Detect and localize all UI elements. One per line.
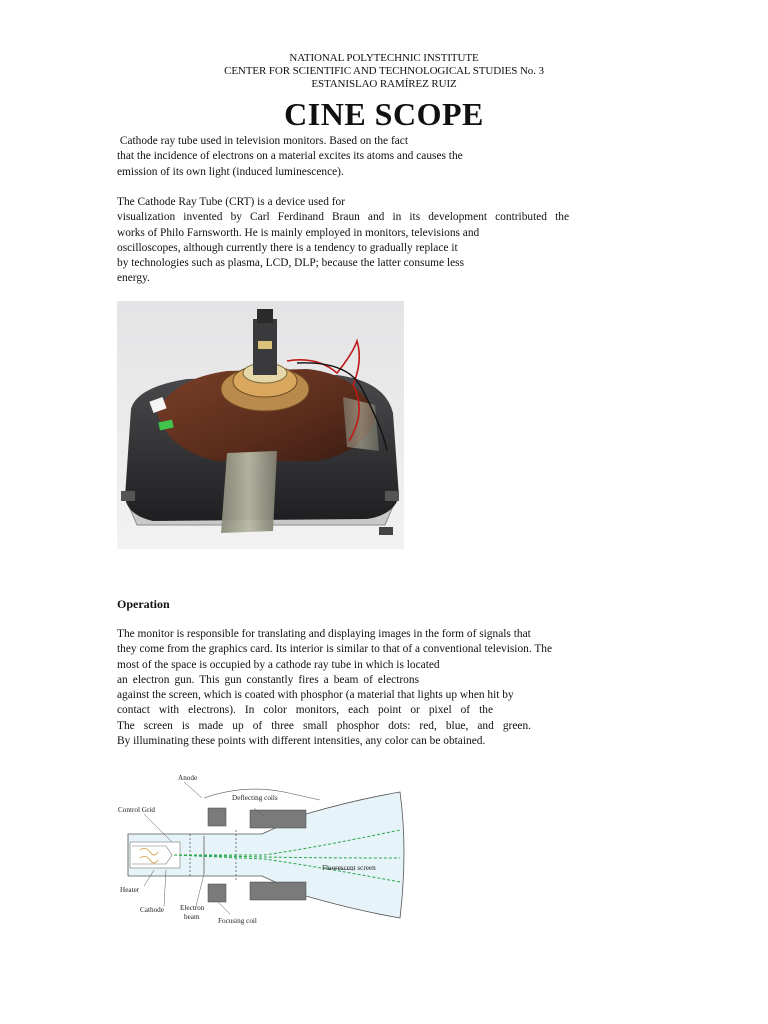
operation-line: most of the space is occupied by a cathode ray tube in which is located (117, 658, 440, 671)
intro-line: emission of its own light (induced luminescence). (117, 165, 344, 178)
intro-paragraph (117, 134, 569, 180)
page-title: CINE SCOPE (284, 96, 484, 132)
intro-line: that the incidence of electrons on a material excites its atoms and causes the (117, 150, 463, 163)
crt-line: by technologies such as plasma, LCD, DLP; because the latter consume less (117, 257, 465, 270)
crt-diagram (114, 770, 414, 930)
label-cathode: Cathode (140, 906, 164, 914)
header-institution: NATIONAL POLYTECHNIC INSTITUTE (289, 52, 479, 64)
label-beam: beam (184, 913, 200, 921)
crt-line: visualization invented by Carl Ferdinand Braun and in its development contributed the (117, 211, 569, 224)
crt-line: energy. (117, 272, 150, 285)
operation-line: The monitor is responsible for translating and displaying images in the form of signals that (117, 628, 531, 640)
label-control-grid: Control Grid (118, 806, 155, 814)
header-center: CENTER FOR SCIENTIFIC AND TECHNOLOGICAL STUDIES No. 3 (224, 65, 544, 77)
section-heading-operation: Operation (117, 597, 170, 611)
crt-line: The Cathode Ray Tube (CRT) is a device used for (117, 196, 346, 208)
label-heater: Heater (120, 886, 140, 894)
label-anode: Anode (178, 774, 198, 782)
crt-photo (117, 301, 404, 549)
operation-line: against the screen, which is coated with phosphor (a material that lights up when hit by (117, 689, 514, 702)
label-fluorescent-screen: Fluorescent screen (322, 864, 376, 872)
label-focusing-coil: Focusing coil (218, 917, 257, 925)
operation-paragraph (117, 627, 569, 749)
header-school: ESTANISLAO RAMÍREZ RUIZ (311, 78, 457, 90)
operation-line: they come from the graphics card. Its interior is similar to that of a conventional television. The (117, 643, 553, 656)
label-deflecting-coils: Deflecting coils (232, 794, 278, 802)
crt-paragraph (117, 195, 569, 287)
crt-line: oscilloscopes, although currently there is a tendency to gradually replace it (117, 241, 458, 254)
operation-line: The screen is made up of three small phosphor dots: red, blue, and green. (117, 719, 531, 732)
label-electron: Electron (180, 904, 205, 912)
operation-line: By illuminating these points with different intensities, any color can be obtained. (117, 735, 486, 748)
intro-line: Cathode ray tube used in television monitors. Based on the fact (117, 135, 409, 147)
operation-line: contact with electrons). In color monitors, each point or pixel of the (117, 704, 493, 717)
operation-line: an electron gun. This gun constantly fires a beam of electrons (117, 673, 419, 686)
crt-line: works of Philo Farnsworth. He is mainly employed in monitors, televisions and (117, 226, 480, 239)
